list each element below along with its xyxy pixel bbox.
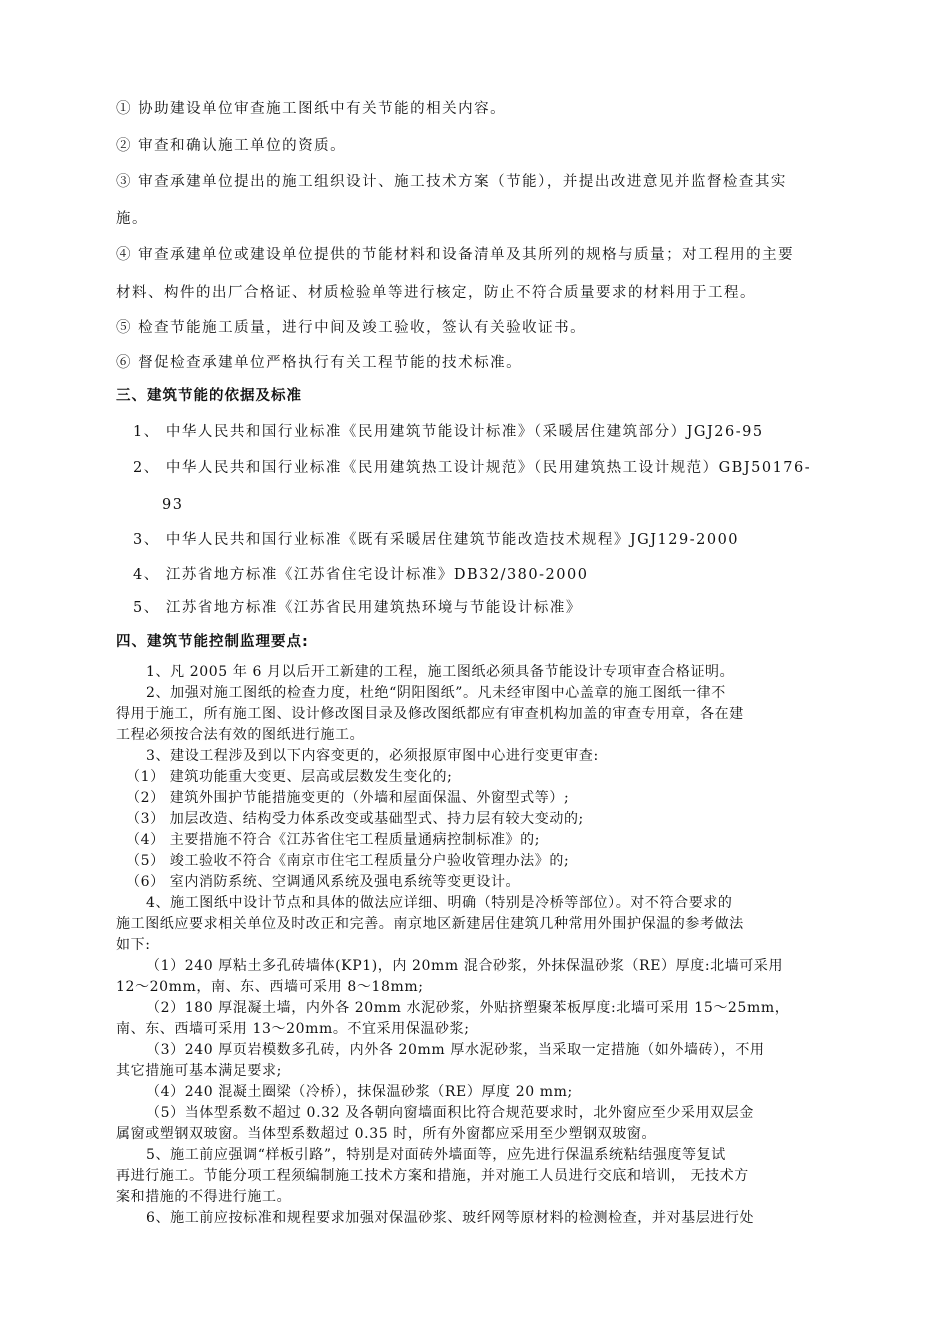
- change-item-3: （3） 加层改造、结构受力体系改变或基础型式、持力层有较大变动的;: [126, 811, 584, 827]
- control-point-2-cont-1: 得用于施工，所有施工图、设计修改图目录及修改图纸都应有审查机构加盖的审查专用章，各在建: [116, 706, 744, 722]
- control-point-5: 5、施工前应强调“样板引路”，特别是对面砖外墙面等，应先进行保温系统粘结强度等复试: [146, 1147, 726, 1163]
- change-item-6: （6） 室内消防系统、空调通风系统及强电系统等变更设计。: [126, 874, 521, 890]
- control-point-2-cont-2: 工程必须按合法有效的图纸进行施工。: [116, 727, 365, 743]
- control-point-3: 3、建设工程涉及到以下内容变更的，必须报原审图中心进行变更审查:: [146, 748, 599, 764]
- control-point-4-cont-1: 施工图纸应要求相关单位及时改正和完善。南京地区新建居住建筑几种常用外围护保温的参考做法: [116, 916, 744, 932]
- duty-item-6: ⑥ 督促检查承建单位严格执行有关工程节能的技术标准。: [116, 355, 523, 371]
- insulation-item-5-cont: 属窗或塑钢双玻窗。当体型系数超过 0.35 时，所有外窗都应采用至少塑钢双玻窗。: [116, 1126, 657, 1142]
- control-point-5-cont-1: 再进行施工。节能分项工程须编制施工技术方案和措施，并对施工人员进行交底和培训， 无技术方: [116, 1168, 749, 1184]
- control-point-4: 4、施工图纸中设计节点和具体的做法应详细、明确（特别是冷桥等部位）。对不符合要求的: [146, 895, 733, 911]
- standard-item-5: 5、 江苏省地方标准《江苏省民用建筑热环境与节能设计标准》: [133, 600, 582, 616]
- insulation-item-3-cont: 其它措施可基本满足要求;: [116, 1063, 282, 1079]
- control-point-4-cont-2: 如下:: [116, 937, 151, 953]
- insulation-item-5: （5）当体型系数不超过 0.32 及各朝向窗墙面积比符合规范要求时，北外窗应至少采用双层金: [146, 1105, 754, 1121]
- change-item-1: （1） 建筑功能重大变更、层高或层数发生变化的;: [126, 769, 453, 785]
- section-4-heading: 四、建筑节能控制监理要点:: [116, 634, 309, 650]
- control-point-2: 2、加强对施工图纸的检查力度，杜绝“阴阳图纸”。凡未经审图中心盖章的施工图纸一律不: [146, 685, 726, 701]
- duty-item-3-cont: 施。: [116, 211, 148, 227]
- standard-item-4: 4、 江苏省地方标准《江苏省住宅设计标准》DB32/380-2000: [133, 567, 589, 583]
- standard-item-2: 2、 中华人民共和国行业标准《民用建筑热工设计规范》（民用建筑热工设计规范）GBJ50176-: [133, 460, 812, 476]
- duty-item-4: ④ 审查承建单位或建设单位提供的节能材料和设备清单及其所列的规格与质量；对工程用的主要: [116, 247, 795, 263]
- control-point-5-cont-2: 案和措施的不得进行施工。: [116, 1189, 292, 1205]
- section-3-heading: 三、建筑节能的依据及标准: [116, 388, 302, 404]
- change-item-2: （2） 建筑外围护节能措施变更的（外墙和屋面保温、外窗型式等）;: [126, 790, 570, 806]
- insulation-item-1: （1）240 厚粘土多孔砖墙体(KP1)，内 20mm 混合砂浆，外抹保温砂浆（RE）厚度:北墙可采用: [146, 958, 784, 974]
- change-item-5: （5） 竣工验收不符合《南京市住宅工程质量分户验收管理办法》的;: [126, 853, 570, 869]
- change-item-4: （4） 主要措施不符合《江苏省住宅工程质量通病控制标准》的;: [126, 832, 541, 848]
- insulation-item-2: （2）180 厚混凝土墙，内外各 20mm 水泥砂浆，外贴挤塑聚苯板厚度:北墙可采用 15～25mm，: [146, 1000, 790, 1016]
- insulation-item-4: （4）240 混凝土圈梁（冷桥），抹保温砂浆（RE）厚度 20 mm;: [146, 1084, 573, 1100]
- duty-item-4-cont: 材料、构件的出厂合格证、材质检验单等进行核定，防止不符合质量要求的材料用于工程。: [116, 285, 756, 301]
- insulation-item-1-cont: 12～20mm，南、东、西墙可采用 8～18mm;: [116, 979, 424, 995]
- standard-item-2-cont: 93: [162, 497, 184, 513]
- duty-item-2: ② 审查和确认施工单位的资质。: [116, 138, 347, 154]
- duty-item-3: ③ 审查承建单位提出的施工组织设计、施工技术方案（节能），并提出改进意见并监督检查其实: [116, 174, 787, 190]
- duty-item-1: ① 协助建设单位审查施工图纸中有关节能的相关内容。: [116, 101, 507, 117]
- standard-item-3: 3、 中华人民共和国行业标准《既有采暖居住建筑节能改造技术规程》JGJ129-2000: [133, 532, 740, 548]
- standard-item-1: 1、 中华人民共和国行业标准《民用建筑节能设计标准》（采暖居住建筑部分）JGJ26-95: [133, 424, 764, 440]
- duty-item-5: ⑤ 检查节能施工质量，进行中间及竣工验收，签认有关验收证书。: [116, 320, 587, 336]
- control-point-6: 6、施工前应按标准和规程要求加强对保温砂浆、玻纤网等原材料的检测检查，并对基层进行处: [146, 1210, 755, 1226]
- insulation-item-3: （3）240 厚页岩模数多孔砖，内外各 20mm 厚水泥砂浆，当采取一定措施（如外墙砖），不用: [146, 1042, 765, 1058]
- insulation-item-2-cont: 南、东、西墙可采用 13～20mm。不宜采用保温砂浆;: [116, 1021, 470, 1037]
- control-point-1: 1、凡 2005 年 6 月以后开工新建的工程，施工图纸必须具备节能设计专项审查合格证明。: [146, 664, 735, 680]
